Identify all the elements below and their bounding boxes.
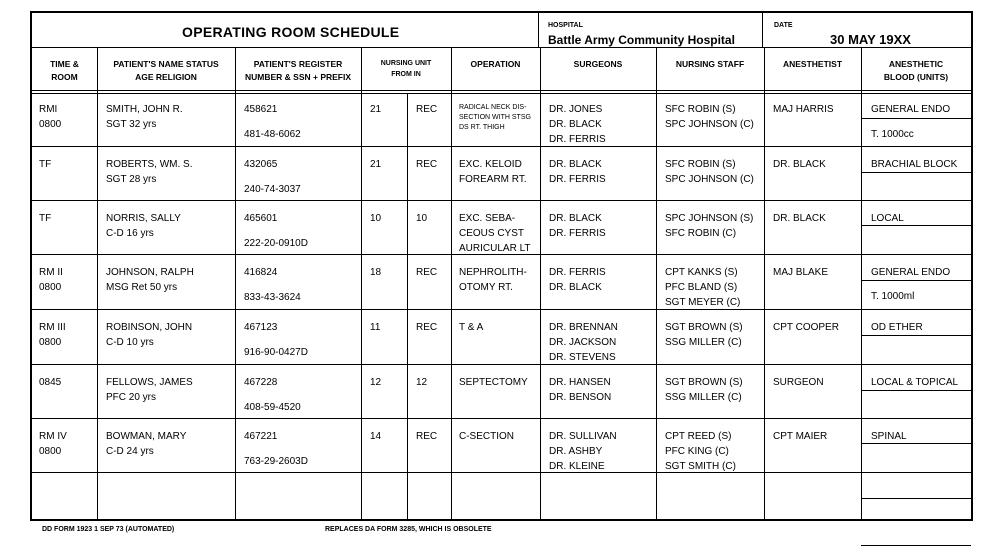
patient-name-status-line: ROBERTS, WM. S. [106, 159, 193, 170]
nursing-unit-in: REC [416, 322, 438, 333]
ssn-number: 916-90-0427D [244, 347, 308, 358]
patient-name-status-line: BOWMAN, MARY [106, 431, 187, 442]
nursing-staff-line: SSG MILLER (C) [665, 337, 742, 348]
col-header-register-line: PATIENT'S REGISTER [253, 59, 343, 69]
nursing-staff [665, 375, 743, 405]
nursing-staff [665, 265, 740, 310]
header-rule [32, 90, 971, 91]
nursing-staff-line: SFC ROBIN (C) [665, 228, 737, 239]
row-separator [32, 418, 971, 419]
column-separator [764, 47, 765, 520]
operation-line: OTOMY RT. [459, 282, 513, 293]
col-header-nursing-unit-line: NURSING UNIT [380, 60, 432, 67]
time-room-line: TF [39, 213, 52, 224]
register-number: 432065 [244, 159, 278, 170]
operation-line: DS RT. THIGH [459, 124, 505, 131]
nursing-unit-from: 21 [370, 104, 382, 115]
nursing-unit-from: 21 [370, 159, 382, 170]
nursing-unit-split [407, 93, 408, 520]
ssn-number: 833-43-3624 [244, 292, 301, 303]
col-header-time-room-line: ROOM [51, 72, 78, 82]
surgeons-line: DR. FERRIS [549, 267, 606, 278]
row-separator [32, 200, 971, 201]
anesthetic: GENERAL ENDO [871, 267, 951, 278]
nursing-staff-line: SFC ROBIN (S) [665, 159, 736, 170]
anesthetic: BRACHIAL BLOCK [871, 159, 958, 170]
time-room-line: RM II [39, 267, 63, 278]
nursing-staff [665, 429, 736, 474]
nursing-unit-in: REC [416, 431, 438, 442]
operation-line: SECTION WITH STSG [459, 114, 531, 121]
blood-subline [861, 280, 971, 281]
blood-units: T. 1000ml [871, 291, 915, 302]
nursing-staff-line: SGT MEYER (C) [665, 297, 741, 308]
col-header-nursing-unit-line: FROM IN [391, 71, 421, 78]
nursing-staff [665, 211, 753, 241]
header-rule-double [32, 93, 971, 94]
patient-name-status [106, 265, 194, 295]
patient-name-status [106, 102, 183, 132]
time-room [39, 102, 61, 132]
register-number: 467228 [244, 377, 278, 388]
hospital-divider [538, 13, 539, 47]
surgeons-line: DR. FERRIS [549, 228, 606, 239]
nursing-unit-in: REC [416, 159, 438, 170]
operation-line: AURICULAR LT [459, 243, 531, 254]
patient-name-status [106, 375, 193, 405]
operation-line: C-SECTION [459, 431, 514, 442]
date-divider [762, 13, 763, 47]
surgeons-line: DR. HANSEN [549, 377, 611, 388]
nursing-staff-line: SGT BROWN (S) [665, 322, 743, 333]
blood-units: T. 1000cc [871, 129, 914, 140]
patient-name-status-line: SMITH, JOHN R. [106, 104, 183, 115]
time-room [39, 157, 51, 172]
nursing-staff [665, 320, 743, 350]
time-room-line: 0800 [39, 119, 62, 130]
row-separator [32, 309, 971, 310]
operation [459, 211, 531, 256]
patient-name-status-line: C-D 16 yrs [106, 228, 154, 239]
operation-line: EXC. SEBA- [459, 213, 516, 224]
nursing-staff-line: PFC BLAND (S) [665, 282, 738, 293]
ssn-number: 222-20-0910D [244, 238, 308, 249]
register-number: 458621 [244, 104, 278, 115]
time-room-line: RM IV [39, 431, 67, 442]
register-number: 467221 [244, 431, 278, 442]
nursing-unit-in: REC [416, 267, 438, 278]
col-header-patient-line: PATIENT'S NAME STATUS [113, 59, 219, 69]
nursing-unit-from: 14 [370, 431, 382, 442]
operation [459, 320, 483, 335]
nursing-unit-from: 10 [370, 213, 382, 224]
time-room-line: 0800 [39, 337, 62, 348]
register-number: 465601 [244, 213, 278, 224]
register-number: 467123 [244, 322, 278, 333]
row-separator [32, 520, 971, 521]
nursing-staff-line: SPC JOHNSON (C) [665, 119, 754, 130]
blood-subline [861, 498, 971, 499]
surgeons [549, 429, 617, 474]
anesthetic: LOCAL & TOPICAL [871, 377, 959, 388]
operation [459, 429, 514, 444]
nursing-staff-line: CPT KANKS (S) [665, 267, 738, 278]
surgeons-line: DR. BLACK [549, 119, 602, 130]
patient-name-status [106, 157, 193, 187]
time-room [39, 211, 51, 226]
patient-name-status-line: NORRIS, SALLY [106, 213, 181, 224]
operating-room-schedule-form [30, 11, 973, 521]
nursing-staff-line: SFC ROBIN (S) [665, 104, 736, 115]
operation-line: EXC. KELOID [459, 159, 522, 170]
operation [459, 103, 531, 133]
patient-name-status [106, 320, 192, 350]
patient-name-status-line: C-D 10 yrs [106, 337, 154, 348]
anesthetic: LOCAL [871, 213, 904, 224]
operation [459, 375, 528, 390]
col-header-operation [451, 58, 540, 71]
time-room-line: 0800 [39, 282, 62, 293]
blood-subline [861, 545, 971, 546]
surgeons-line: DR. BRENNAN [549, 322, 618, 333]
patient-name-status-line: PFC 20 yrs [106, 392, 157, 403]
column-separator [656, 47, 657, 520]
nursing-staff-line: SSG MILLER (C) [665, 392, 742, 403]
col-header-anesthetist-line: ANESTHETIST [782, 59, 843, 69]
hospital-label: HOSPITAL [548, 22, 583, 29]
title-rule [32, 47, 971, 48]
column-separator [451, 47, 452, 520]
date-value: 30 MAY 19XX [830, 32, 911, 47]
time-room [39, 429, 67, 459]
nursing-staff-line: SPC JOHNSON (S) [665, 213, 754, 224]
nursing-staff-line: CPT REED (S) [665, 431, 732, 442]
anesthetist: SURGEON [773, 377, 824, 388]
col-header-patient [97, 58, 235, 84]
col-header-patient-line: AGE RELIGION [135, 72, 197, 82]
patient-name-status-line: SGT 32 yrs [106, 119, 157, 130]
time-room [39, 265, 63, 295]
surgeons-line: DR. BLACK [549, 282, 602, 293]
nursing-staff [665, 102, 754, 132]
surgeons-line: DR. BENSON [549, 392, 612, 403]
time-room-line: 0845 [39, 377, 62, 388]
surgeons-line: DR. JACKSON [549, 337, 617, 348]
col-header-surgeons-line: SURGEONS [573, 59, 623, 69]
col-header-nursing-unit [361, 58, 451, 80]
nursing-unit-in: 12 [416, 377, 428, 388]
form-title: OPERATING ROOM SCHEDULE [182, 24, 400, 40]
nursing-staff-line: SGT SMITH (C) [665, 461, 736, 472]
surgeons-line: DR. JONES [549, 104, 603, 115]
anesthetist: MAJ HARRIS [773, 104, 834, 115]
column-separator [97, 47, 98, 520]
blood-subline [861, 118, 971, 119]
patient-name-status-line: C-D 24 yrs [106, 446, 154, 457]
nursing-unit-from: 11 [370, 322, 381, 333]
col-header-nursing-staff-line: NURSING STAFF [675, 59, 745, 69]
ssn-number: 240-74-3037 [244, 184, 301, 195]
row-separator [32, 146, 971, 147]
blood-subline [861, 390, 971, 391]
surgeons [549, 102, 606, 147]
surgeons-line: DR. BLACK [549, 213, 602, 224]
row-separator [32, 364, 971, 365]
operation-line: SEPTECTOMY [459, 377, 528, 388]
col-header-time-room [32, 58, 97, 84]
blood-subline [861, 335, 971, 336]
time-room-line: RMI [39, 104, 58, 115]
nursing-unit-from: 18 [370, 267, 382, 278]
anesthetic: GENERAL ENDO [871, 104, 951, 115]
nursing-unit-in: 10 [416, 213, 428, 224]
nursing-staff-line: SPC JOHNSON (C) [665, 174, 754, 185]
column-separator [235, 47, 236, 520]
anesthetist: DR. BLACK [773, 159, 826, 170]
ssn-number: 408-59-4520 [244, 402, 301, 413]
surgeons-line: DR. KLEINE [549, 461, 605, 472]
operation-line: NEPHROLITH- [459, 267, 527, 278]
operation-line: FOREARM RT. [459, 174, 527, 185]
nursing-staff-line: SGT BROWN (S) [665, 377, 743, 388]
surgeons-line: DR. FERRIS [549, 174, 606, 185]
patient-name-status-line: ROBINSON, JOHN [106, 322, 193, 333]
surgeons-line: DR. SULLIVAN [549, 431, 617, 442]
row-separator [32, 472, 971, 473]
column-separator [361, 47, 362, 520]
surgeons [549, 320, 618, 365]
surgeons [549, 265, 606, 295]
anesthetist: CPT MAIER [773, 431, 828, 442]
time-room-line: RM III [39, 322, 66, 333]
ssn-number: 481-48-6062 [244, 129, 301, 140]
col-header-time-room-line: TIME & [50, 59, 79, 69]
time-room [39, 320, 66, 350]
anesthetist: CPT COOPER [773, 322, 839, 333]
surgeons-line: DR. FERRIS [549, 134, 606, 145]
surgeons [549, 375, 611, 405]
ssn-number: 763-29-2603D [244, 456, 308, 467]
replacement-note: REPLACES DA FORM 3285, WHICH IS OBSOLETE [325, 526, 492, 533]
operation-line: CEOUS CYST [459, 228, 525, 239]
col-header-anesthetic [861, 58, 971, 84]
col-header-anesthetic-line: BLOOD (UNITS) [883, 72, 949, 82]
column-separator [540, 47, 541, 520]
anesthetic: SPINAL [871, 431, 907, 442]
operation [459, 157, 527, 187]
form-number: DD FORM 1923 1 SEP 73 (AUTOMATED) [42, 526, 175, 533]
surgeons-line: DR. STEVENS [549, 352, 616, 363]
surgeons-line: DR. BLACK [549, 159, 602, 170]
operation-line: RADICAL NECK DIS- [459, 104, 527, 111]
patient-name-status [106, 211, 181, 241]
surgeons-line: DR. ASHBY [549, 446, 603, 457]
col-header-surgeons [540, 58, 656, 71]
col-header-anesthetic-line: ANESTHETIC [888, 59, 944, 69]
nursing-staff [665, 157, 754, 187]
time-room-line: 0800 [39, 446, 62, 457]
patient-name-status-line: FELLOWS, JAMES [106, 377, 193, 388]
operation-line: T & A [459, 322, 484, 333]
anesthetic: OD ETHER [871, 322, 923, 333]
date-label: DATE [774, 22, 793, 29]
register-number: 416824 [244, 267, 278, 278]
anesthetist: DR. BLACK [773, 213, 826, 224]
nursing-unit-from: 12 [370, 377, 382, 388]
blood-subline [861, 172, 971, 173]
col-header-operation-line: OPERATION [470, 59, 521, 69]
time-room-line: TF [39, 159, 52, 170]
anesthetist: MAJ BLAKE [773, 267, 829, 278]
surgeons [549, 157, 606, 187]
patient-name-status-line: JOHNSON, RALPH [106, 267, 194, 278]
col-header-nursing-staff [656, 58, 764, 71]
patient-name-status-line: MSG Ret 50 yrs [106, 282, 178, 293]
surgeons [549, 211, 606, 241]
nursing-unit-in: REC [416, 104, 438, 115]
nursing-staff-line: PFC KING (C) [665, 446, 729, 457]
time-room [39, 375, 61, 390]
hospital-name: Battle Army Community Hospital [548, 33, 735, 47]
patient-name-status-line: SGT 28 yrs [106, 174, 157, 185]
patient-name-status [106, 429, 186, 459]
col-header-register-line: NUMBER & SSN + PREFIX [244, 72, 352, 82]
col-header-register [235, 58, 361, 84]
operation [459, 265, 527, 295]
col-header-anesthetist [764, 58, 861, 71]
